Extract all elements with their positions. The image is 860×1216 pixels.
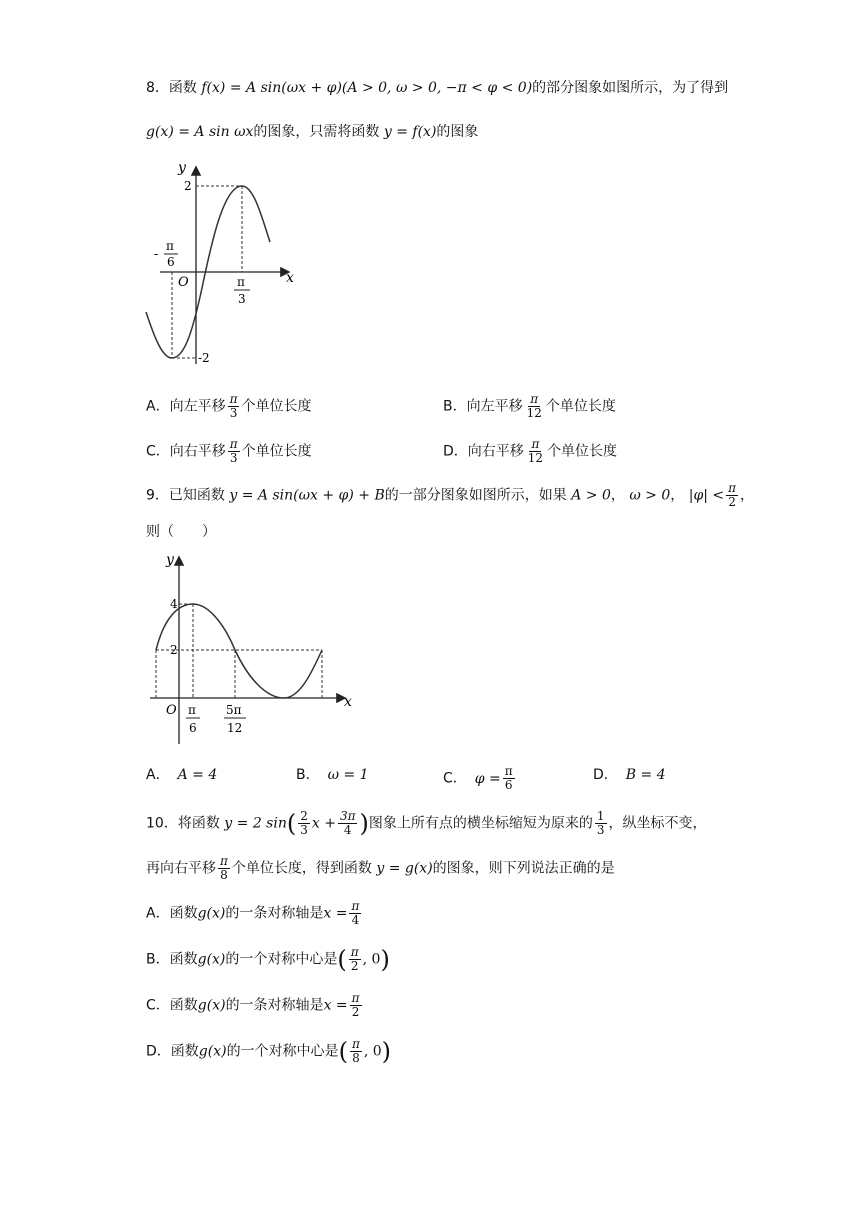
q8-right-tick-den: 3 [238, 292, 246, 306]
q9-origin-label: O [166, 703, 177, 718]
option-text: 的一个对称中心是 [225, 951, 338, 968]
q9-label-2: 2 [170, 643, 178, 657]
option-fraction: $\frac{\pi}{3}$ [229, 392, 238, 420]
q8-y-label: y [178, 160, 186, 176]
q8-right-tick-num: π [237, 275, 245, 289]
q10-text: 将函数 [177, 815, 220, 832]
option-letter: D． [443, 443, 468, 460]
q9-cond-phi: |φ| < [688, 487, 725, 504]
option-letter: C． [146, 443, 170, 460]
q10-option-b[interactable] [146, 946, 390, 973]
option-text: 个单位长度 [241, 443, 312, 460]
q8-y-equation: y = f(x) [383, 124, 437, 140]
q8-number: 8． [146, 80, 169, 96]
option-text: 向右平移 [467, 443, 524, 460]
q9-cond-a: A > 0 [571, 487, 611, 504]
q10-option-a[interactable] [146, 900, 363, 927]
option-g: g(x) [198, 1043, 227, 1060]
option-letter: A． [146, 905, 170, 922]
option-expr: A = 4 [177, 767, 218, 783]
q9-x-label: x [344, 694, 352, 710]
q10-text: 图象上所有点的横坐标缩短为原来的 [368, 815, 593, 832]
q9-option-c[interactable] [443, 765, 517, 792]
q10-option-c[interactable] [146, 992, 364, 1019]
option-text: 的一条对称轴是 [225, 905, 324, 922]
option-expr: B = 4 [625, 767, 666, 783]
option-fraction: $\frac{\pi}{3}$ [229, 437, 238, 465]
q9-cond-omega: ω > 0 [629, 487, 671, 504]
q9-sep: ， [670, 487, 685, 504]
q8-x-label: x [286, 270, 294, 286]
q9-number: 9． [146, 487, 169, 504]
option-text: 向左平移 [169, 398, 226, 415]
option-fraction: $\frac{\pi}{2}$ [351, 991, 360, 1019]
q8-text: 的图象，只需将函数 [253, 124, 380, 140]
q10-eq-pre: y = 2 sin [224, 815, 287, 832]
q10-eq-mid: x + [311, 815, 336, 832]
q8-equation: = A sin(ωx + φ)(A > 0, ω > 0, −π < φ < 0) [229, 80, 533, 96]
q8-g-equation: = A sin ωx [178, 124, 254, 140]
q9-then: 则（ ） [146, 524, 216, 540]
option-text: 向右平移 [169, 443, 226, 460]
q10-frac-a: $\frac{2}{3}$ [300, 809, 308, 837]
q8-max-label: 2 [184, 179, 192, 193]
q10-option-d[interactable] [146, 1038, 391, 1065]
q9-option-a[interactable] [146, 765, 217, 785]
option-letter: A． [146, 767, 170, 783]
option-text: 个单位长度 [545, 398, 616, 415]
option-text: 函数 [169, 905, 198, 922]
q9-stem-line1 [146, 482, 754, 509]
option-letter: D． [146, 1043, 171, 1060]
q10-text: ，纵坐标不变， [608, 815, 707, 832]
option-fraction: $\frac{\pi}{12}$ [526, 392, 542, 420]
option-rparen: ) [381, 1037, 392, 1066]
q9-label-4: 4 [170, 597, 178, 611]
q9-option-d[interactable] [593, 765, 666, 785]
option-letter: D． [593, 767, 618, 783]
q8-graph [140, 158, 300, 370]
q10-frac-b: $\frac{3\pi}{4}$ [339, 809, 356, 837]
q9-equation: y = A sin(ωx + φ) + B [229, 487, 385, 504]
option-tail: , 0 [363, 1043, 382, 1060]
q8-origin-label: O [178, 275, 189, 290]
q9-stem-line2 [146, 522, 216, 542]
option-letter: A． [146, 398, 170, 415]
option-fraction: $\frac{\pi}{12}$ [527, 437, 544, 465]
q9-sine-curve [156, 604, 322, 698]
q9-tick1-den: 6 [189, 721, 197, 735]
q8-left-tick-den: 6 [167, 255, 175, 269]
option-letter: B． [146, 951, 170, 968]
option-g: g(x) [197, 905, 226, 922]
option-text: 个单位长度 [547, 443, 618, 460]
q8-text: 的图象 [436, 124, 479, 140]
q8-left-tick-num: π [166, 239, 174, 253]
option-lparen: ( [338, 1037, 348, 1066]
option-fraction: $\frac{\pi}{4}$ [351, 899, 360, 927]
q9-tick2-num: 5π [226, 703, 242, 717]
q8-g-of-x: g(x) [146, 124, 174, 140]
option-letter: C． [443, 770, 467, 787]
option-tail: , 0 [362, 951, 381, 968]
q8-option-b[interactable] [443, 393, 616, 420]
q8-left-tick-sign: - [154, 247, 159, 262]
option-letter: B． [296, 767, 320, 783]
q9-graph [146, 548, 362, 748]
option-fraction: $\frac{\pi}{6}$ [504, 764, 513, 792]
q9-cond-frac: $\frac{\pi}{2}$ [728, 481, 737, 509]
q9-text: 的一部分图象如图所示，如果 [384, 487, 567, 504]
q10-text: 再向右平移 [146, 860, 216, 877]
q10-stem-line2 [146, 855, 615, 882]
q9-text: 已知函数 [168, 487, 225, 504]
option-text: 函数 [169, 997, 198, 1014]
q10-frac-shift: $\frac{\pi}{8}$ [220, 854, 228, 882]
option-fraction: $\frac{\pi}{8}$ [351, 1037, 360, 1065]
q10-rparen: ) [359, 809, 369, 838]
q8-option-d[interactable] [443, 438, 617, 465]
option-fraction: $\frac{\pi}{2}$ [350, 945, 359, 973]
option-g: g(x) [197, 997, 226, 1014]
q10-lparen: ( [286, 809, 297, 838]
option-text: 的一个对称中心是 [226, 1043, 339, 1060]
option-text: 函数 [169, 951, 198, 968]
q9-tick2-den: 12 [227, 721, 243, 735]
q9-tick1-num: π [188, 703, 196, 717]
q8-min-label: -2 [198, 351, 210, 365]
q9-sep: ， [610, 487, 625, 504]
option-letter: B． [443, 398, 467, 415]
option-g: g(x) [197, 951, 226, 968]
q9-y-label: y [166, 552, 174, 568]
q9-end: ， [740, 487, 755, 504]
option-text: 的一条对称轴是 [225, 997, 324, 1014]
option-text: 函数 [170, 1043, 199, 1060]
q10-y-equation: y = g(x) [376, 860, 433, 877]
option-rparen: ) [380, 945, 390, 974]
q10-number: 10． [146, 815, 178, 832]
option-x-eq: x = [323, 905, 348, 922]
option-text: 向左平移 [466, 398, 523, 415]
option-x-eq: x = [323, 997, 348, 1014]
option-expr: φ = [474, 770, 501, 787]
q10-text: 的图象，则下列说法正确的是 [432, 860, 615, 877]
q8-f-of-x: f(x) [201, 80, 226, 96]
q8-stem-line1 [146, 78, 728, 98]
q10-frac-scale: $\frac{1}{3}$ [596, 809, 605, 837]
q8-stem-line2 [146, 122, 478, 142]
q9-option-b[interactable] [296, 765, 369, 785]
option-expr: ω = 1 [327, 767, 369, 783]
q10-text: 个单位长度，得到函数 [231, 860, 372, 877]
q8-option-c[interactable] [146, 438, 312, 465]
q10-stem-line1 [146, 810, 707, 837]
q8-text: 函数 [168, 80, 197, 96]
option-letter: C． [146, 997, 170, 1014]
q8-text: 的部分图象如图所示，为了得到 [532, 80, 729, 96]
option-text: 个单位长度 [241, 398, 312, 415]
option-lparen: ( [337, 945, 347, 974]
q8-option-a[interactable] [146, 393, 311, 420]
